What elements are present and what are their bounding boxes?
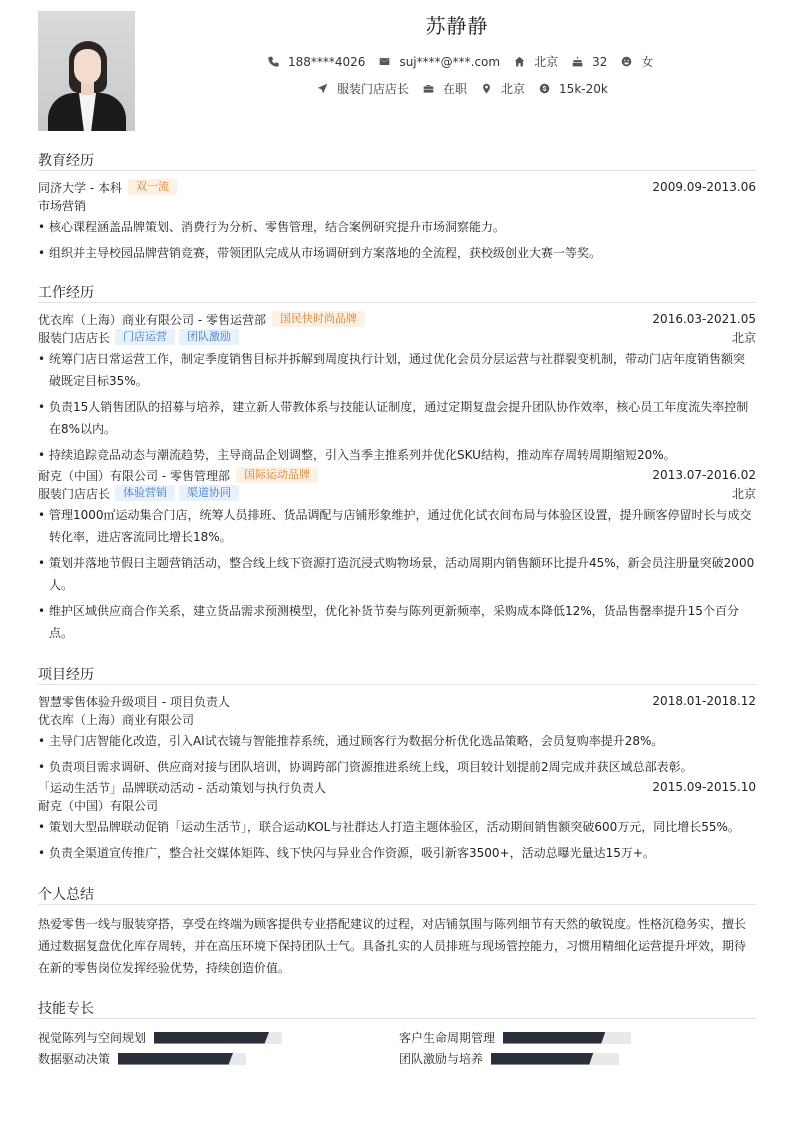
projects-title: 项目经历 xyxy=(38,664,756,685)
email-address: suj****@***.com xyxy=(399,54,501,69)
send-icon xyxy=(317,83,328,94)
job-intent-row xyxy=(317,80,622,97)
skill-item xyxy=(38,1050,246,1067)
cake-icon xyxy=(572,56,583,67)
phone-number: 188****4026 xyxy=(288,54,366,69)
email-info xyxy=(379,55,500,69)
education-period: 2009.09-2013.06 xyxy=(652,180,756,194)
skill-name: 视觉陈列与空间规划 xyxy=(38,1031,147,1045)
work-bullet: • 持续追踪竞品动态与潮流趋势，主导商品企划调整，引入当季主推系列并优化SKU结构，推动库存周转周期缩短20%。 xyxy=(38,444,756,466)
company-line: 优衣库（上海）商业有限公司 - 零售运营部 xyxy=(38,312,266,327)
major: 市场营销 xyxy=(38,198,87,213)
project-name-line: 「运动生活节」品牌联动活动 - 活动策划与执行负责人 xyxy=(38,780,326,795)
project-entry xyxy=(38,778,756,864)
mail-icon xyxy=(379,56,390,67)
home-icon xyxy=(514,56,525,67)
work-bullet: • 管理1000㎡运动集合门店，统筹人员排班、货品调配与店铺形象维护，通过优化试衣间布局与体验区设置，提升顾客停留时长与成交转化率，进店客流同比增长18%。 xyxy=(38,504,756,548)
skill-tag: 团队激励 xyxy=(179,329,239,345)
target-position: 服装门店店长 xyxy=(337,82,410,96)
work-entry xyxy=(38,466,756,644)
skill-bar-fill xyxy=(503,1032,605,1044)
job-role: 服装门店店长 xyxy=(38,330,111,345)
skills-section xyxy=(38,998,756,1077)
status-info xyxy=(423,80,467,97)
salary: 15k-20k xyxy=(559,81,608,96)
projects-section xyxy=(38,664,756,864)
candidate-name: 苏静静 xyxy=(425,14,489,38)
work-section xyxy=(38,282,756,644)
contact-row xyxy=(268,53,667,70)
gender: 女 xyxy=(641,55,654,69)
work-period: 2016.03-2021.05 xyxy=(652,312,756,326)
city: 北京 xyxy=(534,55,559,69)
project-org: 耐克（中国）有限公司 xyxy=(38,798,159,813)
smiley-icon xyxy=(621,56,632,67)
target-city: 北京 xyxy=(501,82,526,96)
skill-tag: 渠道协同 xyxy=(179,485,239,501)
project-period: 2015.09-2015.10 xyxy=(652,780,756,794)
work-period: 2013.07-2016.02 xyxy=(652,468,756,482)
company-line: 耐克（中国）有限公司 - 零售管理部 xyxy=(38,468,230,483)
location-pin-icon xyxy=(481,83,492,94)
skill-bar xyxy=(503,1032,631,1044)
skill-item xyxy=(399,1029,631,1046)
work-location: 北京 xyxy=(731,330,756,345)
work-bullet: • 维护区域供应商合作关系，建立货品需求预测模型，优化补货节奏与陈列更新频率，采购成本降低12%，货品售罄率提升15个百分点。 xyxy=(38,600,756,644)
skill-bar xyxy=(491,1053,619,1065)
school-line: 同济大学 - 本科 xyxy=(38,180,122,195)
summary-text: 热爱零售一线与服装穿搭，享受在终端为顾客提供专业搭配建议的过程，对店铺氛围与陈列细节有天然的敏锐度。性格沉稳务实，擅长通过数据复盘优化库存周转，并在高压环境下保持团队士气。具备扎实的人员排班与现场管控能力，习惯用精细化运营提升坪效，期待在新的零售岗位发挥经验优势，持续创造价值。 xyxy=(38,917,747,975)
phone-info xyxy=(268,55,365,69)
education-bullet: • 核心课程涵盖品牌策划、消费行为分析、零售管理，结合案例研究提升市场洞察能力。 xyxy=(38,216,756,238)
resume-header xyxy=(38,10,756,132)
gender-info xyxy=(621,53,653,70)
company-tag: 国民快时尚品牌 xyxy=(272,311,365,327)
job-role: 服装门店店长 xyxy=(38,486,111,501)
salary-info xyxy=(539,82,608,96)
skill-bar xyxy=(154,1032,282,1044)
work-entry xyxy=(38,310,756,466)
education-title: 教育经历 xyxy=(38,150,756,171)
skill-bar-fill xyxy=(491,1053,593,1065)
work-bullet: • 策划并落地节假日主题营销活动，整合线上线下资源打造沉浸式购物场景，活动周期内销售额环比提升45%，新会员注册量突破2000人。 xyxy=(38,552,756,596)
city-info xyxy=(514,53,558,70)
skill-tag: 体验营销 xyxy=(115,485,175,501)
skill-name: 客户生命周期管理 xyxy=(399,1031,496,1045)
summary-section xyxy=(38,884,756,979)
skill-bar-fill xyxy=(154,1032,269,1044)
work-location: 北京 xyxy=(731,486,756,501)
money-icon xyxy=(539,83,550,94)
education-entry xyxy=(38,178,756,264)
skill-name: 团队激励与培养 xyxy=(399,1052,484,1066)
skill-item xyxy=(399,1050,619,1067)
skill-name: 数据驱动决策 xyxy=(38,1052,111,1066)
education-section xyxy=(38,150,756,264)
work-bullet: • 统筹门店日常运营工作，制定季度销售目标并拆解到周度执行计划，通过优化会员分层运营与社群裂变机制，带动门店年度销售额突破既定目标35%。 xyxy=(38,348,756,392)
skill-bar xyxy=(118,1053,246,1065)
project-bullet: • 主导门店智能化改造，引入AI试衣镜与智能推荐系统，通过顾客行为数据分析优化选品策略，会员复购率提升28%。 xyxy=(38,730,756,752)
skills-grid xyxy=(38,1029,756,1077)
skill-bar-fill xyxy=(118,1053,233,1065)
briefcase-icon xyxy=(423,83,434,94)
project-org: 优衣库（上海）商业有限公司 xyxy=(38,712,195,727)
age-info xyxy=(572,55,607,69)
position-info xyxy=(317,80,409,97)
phone-icon xyxy=(268,56,279,67)
work-bullet: • 负责15人销售团队的招募与培养，建立新人带教体系与技能认证制度，通过定期复盘会提升团队协作效率，核心员工年度流失率控制在8%以内。 xyxy=(38,396,756,440)
education-bullet: • 组织并主导校园品牌营销竞赛，带领团队完成从市场调研到方案落地的全流程，获校级创业大赛一等奖。 xyxy=(38,242,756,264)
school-tag: 双一流 xyxy=(128,179,177,195)
resume-page xyxy=(38,10,756,1066)
summary-title: 个人总结 xyxy=(38,884,756,905)
project-bullet: • 负责全渠道宣传推广，整合社交媒体矩阵、线下快闪与异业合作资源，吸引新客3500+，活动总曝光量达15万+。 xyxy=(38,842,756,864)
project-period: 2018.01-2018.12 xyxy=(652,694,756,708)
project-entry xyxy=(38,692,756,778)
age: 32 xyxy=(592,54,608,69)
skill-tag: 门店运营 xyxy=(115,329,175,345)
company-tag: 国际运动品牌 xyxy=(236,467,318,483)
project-bullet: • 负责项目需求调研、供应商对接与团队培训，协调跨部门资源推进系统上线，项目较计划提前2周完成并获区域总部表彰。 xyxy=(38,756,756,778)
skills-title: 技能专长 xyxy=(38,998,756,1019)
work-title: 工作经历 xyxy=(38,282,756,303)
project-bullet: • 策划大型品牌联动促销「运动生活节」，联合运动KOL与社群达人打造主题体验区，活动期间销售额突破600万元，同比增长55%。 xyxy=(38,816,756,838)
project-name-line: 智慧零售体验升级项目 - 项目负责人 xyxy=(38,694,230,709)
target-city-info xyxy=(481,80,525,97)
employment-status: 在职 xyxy=(443,82,468,96)
skill-item xyxy=(38,1029,282,1046)
